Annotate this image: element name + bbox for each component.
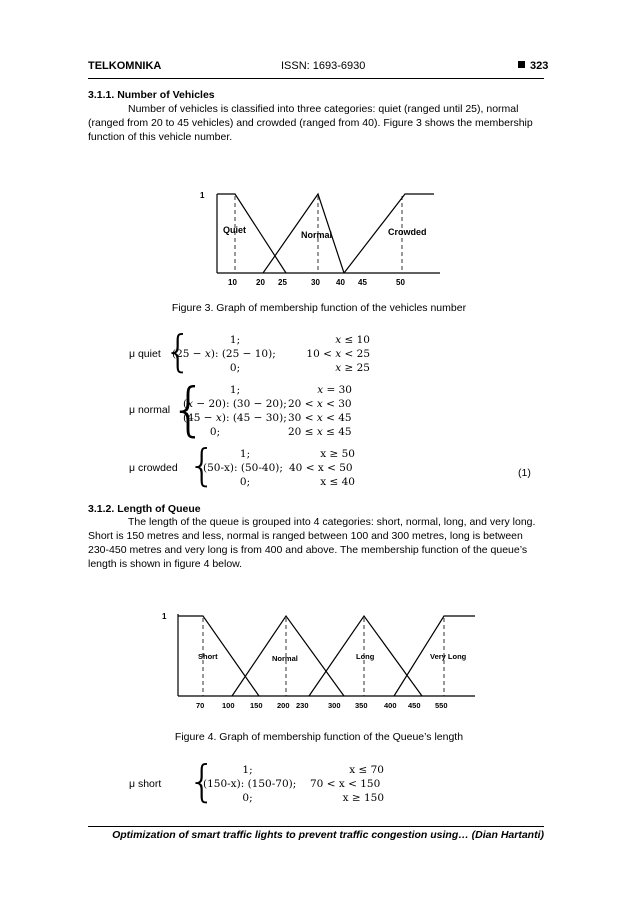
footer-rule [88,826,544,827]
figure3-caption: Figure 3. Graph of membership function of the vehicles number [171,302,467,314]
figure4-label-long: Long [356,652,375,661]
brace-icon: { [188,756,216,807]
figure4-tick: 550 [435,701,448,710]
para-queue-3: 230-450 metres and very long is from 400 and above. The membership function of the queue’s [88,544,528,556]
mu-crowded-label: μ crowded [129,462,178,474]
eq-short-expr: 0; [242,792,253,804]
para-vehicles-1: Number of vehicles is classified into three categories: quiet (ranged until 25), normal [128,103,519,115]
eq-quiet-cond: 𝑥 ≤ 10 [335,334,370,346]
eq-normal-cond: 30 < 𝑥 < 45 [288,412,352,424]
figure3-tick: 20 [256,278,265,287]
eq-normal-expr: 0; [209,426,221,438]
figure4-tick: 400 [384,701,397,710]
figure4-tick: 200 [277,701,290,710]
para-vehicles-3: function of this vehicle number. [88,131,233,143]
journal-name: TELKOMNIKA [88,60,162,72]
page-number: 323 [530,60,549,72]
figure4-label-verylong: Very Long [430,652,467,661]
eq-normal-expr: (𝑥 − 20): (30 − 20); [183,398,287,410]
brace-icon: { [170,375,207,443]
figure4-tick: 100 [222,701,235,710]
issn: ISSN: 1693-6930 [281,60,366,72]
figure4-y-label: 1 [162,612,167,621]
figure3-tick: 25 [278,278,287,287]
figure3-label-normal: Normal [301,230,333,240]
figure4-tick: 70 [196,701,205,710]
eq-crowded-expr: 0; [239,476,251,488]
figure3-graph [190,178,450,296]
section-title-vehicles: 3.1.1. Number of Vehicles [88,89,215,101]
eq-short-cond: x ≥ 150 [342,792,384,804]
eq-short-cond: 70 < x < 150 [310,778,381,790]
page-marker [518,60,548,72]
eq-normal-expr: 1; [229,384,241,396]
eq-normal-cond: 𝑥 = 30 [317,384,352,396]
footer-citation: Optimization of smart traffic lights to prevent traffic congestion using… (Dian Hartanti) [112,829,544,841]
para-queue-2: Short is 150 metres and less, normal is ranged between 100 and 300 metres, long is between [88,530,523,542]
eq-crowded-cond: 40 < x < 50 [289,462,353,474]
section-title-queue: 3.1.2. Length of Queue [88,503,201,515]
eq-quiet-expr: (25 − 𝑥): (25 − 10); [172,348,276,360]
eq-crowded-cond: x ≤ 40 [320,476,355,488]
eq-short-cond: x ≤ 70 [349,764,384,776]
figure4-tick: 350 [355,701,368,710]
eq-crowded-expr: (50-x): (50-40); [203,462,283,474]
header-rule [88,78,544,79]
eq-normal-expr: (45 − 𝑥): (45 − 30); [183,412,287,424]
eq-short-expr: 1; [242,764,253,776]
figure4-tick: 450 [408,701,421,710]
equation-number: (1) [518,467,531,479]
figure4-tick: 230 [296,701,309,710]
figure3-tick: 45 [358,278,367,287]
figure4-label-short: Short [198,652,218,661]
para-queue-4: length is shown in figure 4 below. [88,558,243,570]
figure4-tick: 300 [328,701,341,710]
mu-short-label: μ short [129,778,162,790]
figure4-tick: 150 [250,701,263,710]
eq-quiet-expr: 0; [229,362,241,374]
eq-quiet-expr: 1; [229,334,241,346]
figure4-caption: Figure 4. Graph of membership function of the Queue’s length [174,731,464,743]
figure4-label-normal: Normal [272,654,298,663]
figure3-y-label: 1 [200,191,205,200]
eq-quiet-cond: 10 < 𝑥 < 25 [306,348,370,360]
eq-crowded-expr: 1; [239,448,251,460]
mu-quiet-label: μ quiet [129,348,161,360]
figure3-tick: 10 [228,278,237,287]
figure3-tick: 50 [396,278,405,287]
figure3-label-crowded: Crowded [388,227,427,237]
eq-quiet-cond: 𝑥 ≥ 25 [335,362,370,374]
eq-short-expr: (150-x): (150-70); [203,778,297,790]
eq-crowded-cond: x ≥ 50 [320,448,355,460]
brace-icon: { [164,326,192,377]
para-vehicles-2: (ranged from 20 to 45 vehicles) and crowded (ranged from 40). Figure 3 shows the membership [88,117,533,129]
figure3-label-quiet: Quiet [223,225,247,235]
mu-normal-label: μ normal [129,404,171,416]
figure3-tick: 40 [336,278,345,287]
para-queue-1: The length of the queue is grouped into 4 categories: short, normal, long, and very long. [128,516,536,528]
eq-normal-cond: 20 ≤ 𝑥 ≤ 45 [288,426,352,438]
figure4-short-curve [178,616,259,696]
square-bullet-icon [518,61,525,68]
eq-normal-cond: 20 < 𝑥 < 30 [288,398,352,410]
figure4-graph [150,600,480,718]
brace-icon: { [188,440,216,491]
figure3-tick: 30 [311,278,320,287]
